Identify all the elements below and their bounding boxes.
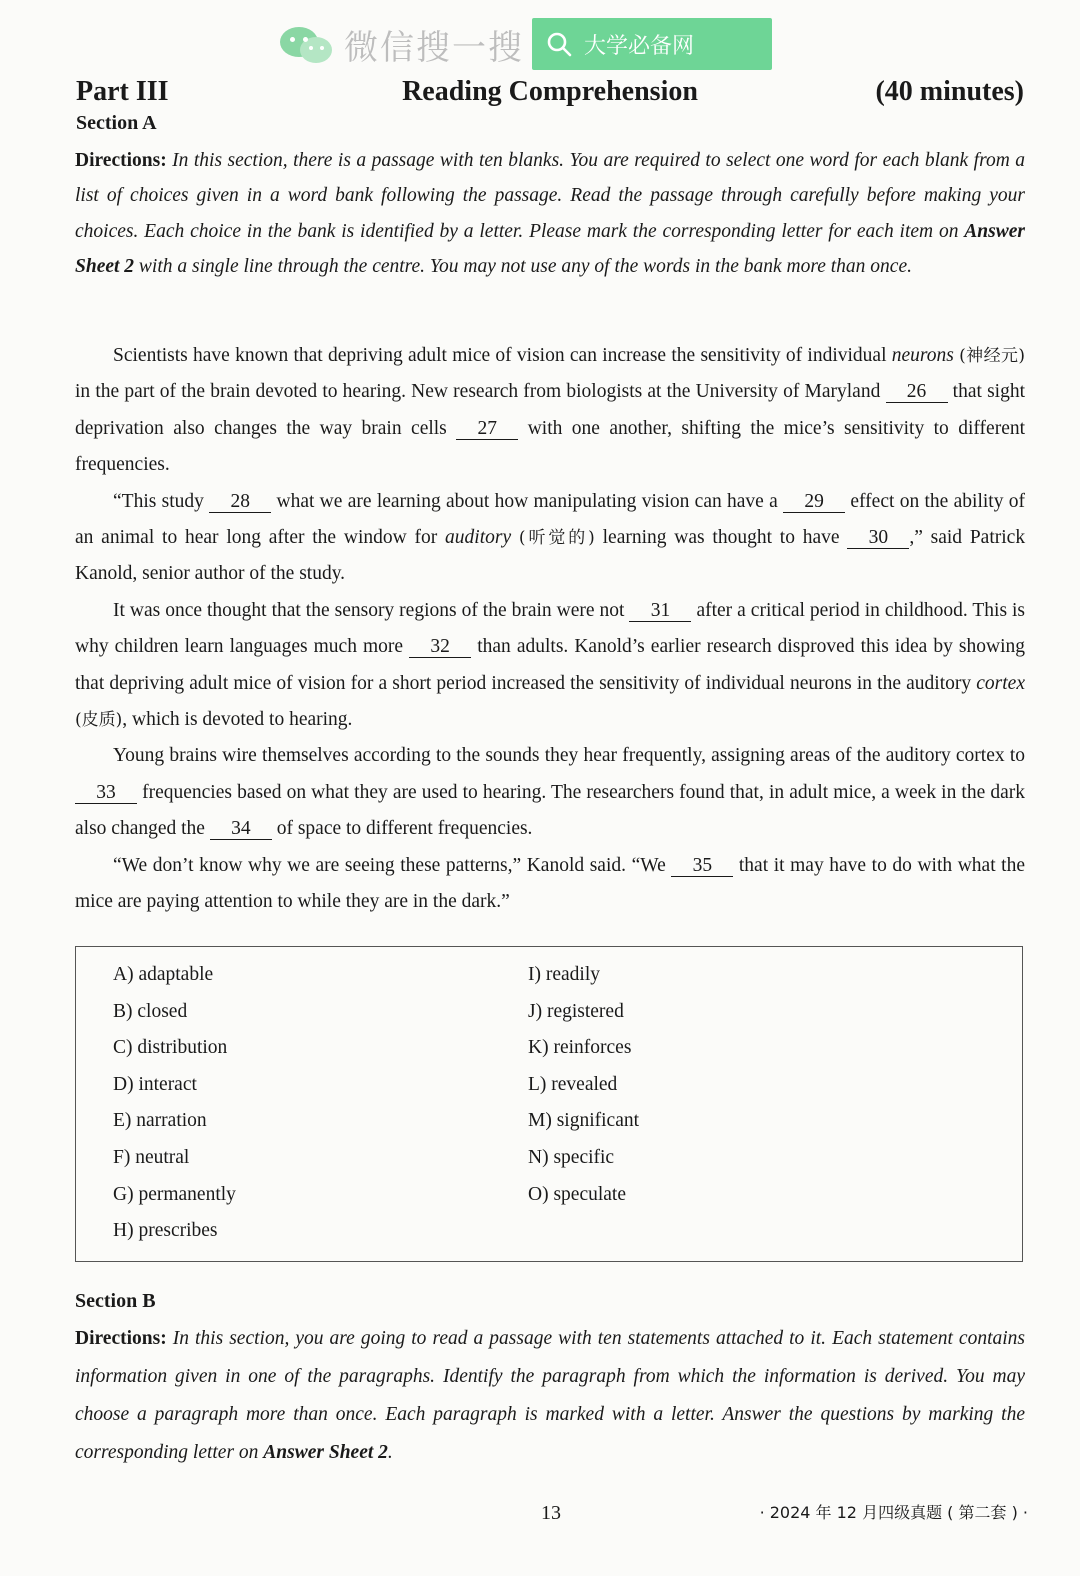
reading-passage	[75, 338, 1025, 921]
page-number: 13	[541, 1502, 561, 1524]
gloss-chinese: (神经元)	[959, 346, 1026, 366]
blank-32[interactable]: 32	[409, 637, 471, 658]
term-auditory: auditory	[445, 527, 512, 549]
wechat-logo-icon	[278, 21, 334, 67]
blank-31[interactable]: 31	[629, 601, 691, 622]
word-option[interactable]: D) interact	[113, 1073, 197, 1095]
blank-33[interactable]: 33	[75, 783, 137, 804]
text: with one another, shifting the mice’s sensitivity to different frequencies.	[75, 417, 1026, 476]
footer-source: · 2024 年 12 月四级真题 ( 第二套 ) ·	[759, 1503, 1028, 1522]
word-option[interactable]: M) significant	[528, 1110, 640, 1132]
blank-29[interactable]: 29	[783, 492, 845, 513]
directions-text-end: with a single line through the centre. You may not use any of the words in the bank more than once.	[138, 255, 912, 277]
term-cortex: cortex	[976, 672, 1025, 694]
watermark-text: 微信搜一搜	[344, 27, 524, 68]
blank-27[interactable]: 27	[456, 419, 518, 440]
text: learning was thought to have	[602, 527, 840, 549]
text: frequencies based on what they are used to hearing. The researchers found that, in adult mice, a week in the dark also changed the	[75, 781, 1025, 840]
directions-label: Directions:	[75, 1328, 167, 1349]
word-option[interactable]: C) distribution	[113, 1037, 228, 1059]
text: It was once thought that the sensory regions of the brain were not	[113, 599, 625, 621]
word-option[interactable]: K) reinforces	[528, 1037, 632, 1059]
text: “This study	[113, 490, 204, 512]
time-limit: (40 minutes)	[875, 76, 1024, 107]
text: in the part of the brain devoted to hearing. New research from biologists at the University of Maryland	[75, 381, 881, 403]
word-option[interactable]: H) prescribes	[113, 1220, 218, 1242]
text: of space to different frequencies.	[276, 818, 533, 840]
watermark-box-label: 大学必备网	[584, 33, 695, 59]
paragraph-3	[75, 593, 1025, 739]
directions-end: .	[387, 1442, 393, 1463]
watermark	[278, 18, 772, 70]
blank-28[interactable]: 28	[209, 492, 271, 513]
text: “We don’t know why we are seeing these patterns,” Kanold said. “We	[113, 854, 666, 876]
blank-26[interactable]: 26	[886, 382, 948, 403]
word-option[interactable]: L) revealed	[528, 1073, 618, 1095]
section-a-heading: Section A	[76, 112, 157, 134]
section-b-directions	[75, 1320, 1025, 1472]
directions-text: In this section, you are going to read a passage with ten statements attached to it. Each statement contains information given in one of the paragraphs. Identify the paragraph from which the information is derived. You may choose a paragraph more than once. Each paragraph is marked with a letter. Answer the questions by marking the corresponding letter on	[75, 1328, 1026, 1463]
word-option[interactable]: I) readily	[528, 964, 601, 985]
word-option[interactable]: A) adaptable	[113, 964, 214, 985]
part-label: Part III	[76, 76, 169, 107]
text: that sight deprivation also changes the way brain cells	[75, 381, 1026, 439]
blank-34[interactable]: 34	[210, 819, 272, 840]
paragraph-1	[75, 338, 1025, 484]
word-option[interactable]: J) registered	[528, 1000, 624, 1022]
text: , which is devoted to hearing.	[122, 709, 353, 731]
directions-text: In this section, there is a passage with ten blanks. You are required to select one word for each blank from a list of choices given in a word bank following the passage. Read the passage through carefully before making your choices. Each choice in the bank is identified by a letter. Please mark the corresponding letter for each item on	[75, 150, 1026, 242]
word-option[interactable]: E) narration	[113, 1110, 207, 1132]
term-neurons: neurons	[891, 345, 954, 366]
word-option[interactable]: N) specific	[528, 1146, 615, 1168]
blank-35[interactable]: 35	[671, 856, 733, 877]
blank-30[interactable]: 30	[847, 528, 909, 549]
gloss-chinese: (听觉的)	[518, 528, 595, 549]
word-option[interactable]: O) speculate	[528, 1183, 626, 1205]
paragraph-2	[75, 484, 1025, 593]
word-bank	[75, 946, 1023, 1262]
paragraph-5	[75, 848, 1025, 921]
text: what we are learning about how manipulating vision can have a	[276, 490, 778, 512]
text: Scientists have known that depriving adult mice of vision can increase the sensitivity of individual	[113, 345, 887, 366]
word-bank-column-2	[528, 957, 639, 1213]
directions-label: Directions:	[75, 150, 167, 171]
text: than adults. Kanold’s earlier research disproved this idea by showing that depriving adult mice of vision for a short period increased the sensitivity of individual neurons in the auditory	[75, 636, 1026, 694]
text: that it may have to do with what the mice are paying attention to while they are in the dark.”	[75, 854, 1026, 913]
page-header	[76, 76, 1024, 116]
paragraph-4	[75, 738, 1025, 847]
page-title: Reading Comprehension	[402, 76, 698, 107]
section-a-directions	[75, 143, 1025, 284]
word-option[interactable]: B) closed	[113, 1000, 188, 1022]
word-bank-column-1	[113, 957, 236, 1250]
section-b-heading: Section B	[75, 1290, 156, 1312]
search-icon	[546, 31, 572, 57]
watermark-search-box	[532, 18, 772, 70]
text: effect on the ability of an animal to hear long after the window for	[75, 490, 1025, 549]
text: ,” said Patrick Kanold, senior author of the study.	[75, 527, 1026, 585]
answer-sheet-ref: Answer Sheet 2	[263, 1442, 388, 1463]
text: after a critical period in childhood. This is why children learn languages much more	[75, 599, 1026, 658]
answer-sheet-ref: Answer Sheet 2	[75, 220, 1025, 277]
gloss-chinese: (皮质)	[75, 710, 123, 731]
word-option[interactable]: F) neutral	[113, 1146, 190, 1168]
word-option[interactable]: G) permanently	[113, 1183, 236, 1205]
text: Young brains wire themselves according to the sounds they hear frequently, assigning areas of the auditory cortex to	[113, 745, 1025, 767]
